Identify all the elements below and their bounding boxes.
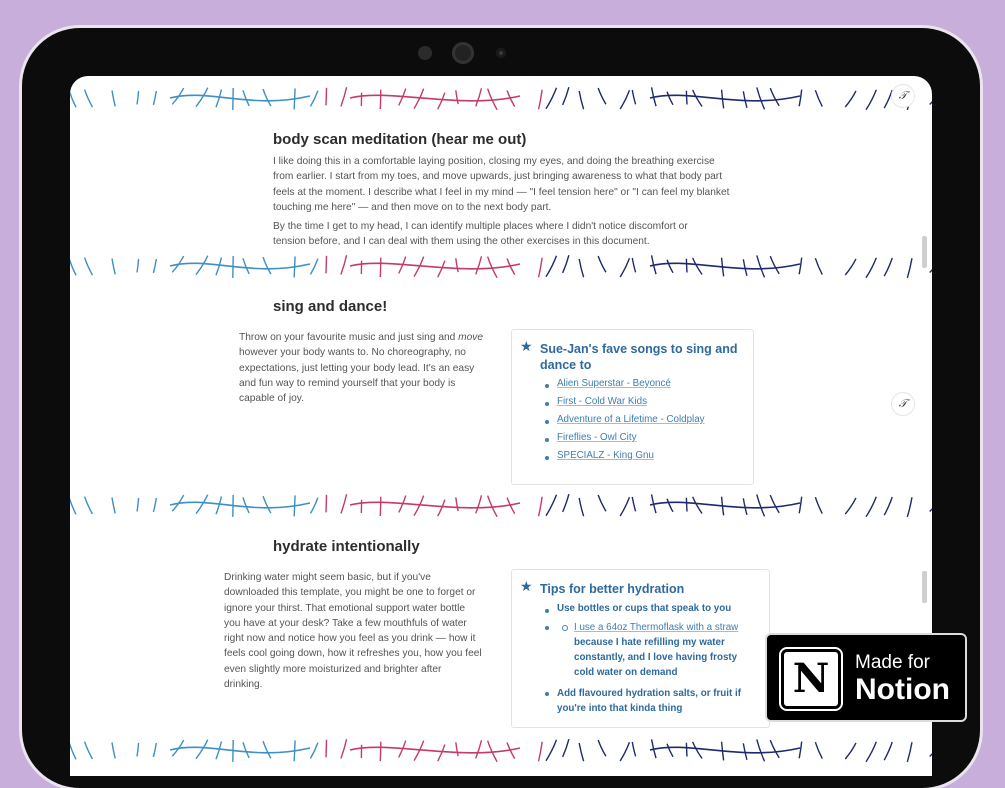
callout-title: Sue-Jan's fave songs to sing and dance to [540, 341, 745, 373]
banner-stroke [310, 91, 317, 107]
banner-stroke [579, 259, 583, 277]
banner-stroke [112, 743, 115, 759]
banner-stroke [438, 500, 445, 517]
banner-art [70, 252, 932, 280]
banner-stroke [620, 258, 629, 277]
banner-stroke [620, 742, 629, 761]
banner-stroke [770, 256, 779, 274]
banner-stroke [799, 742, 801, 759]
banner-stroke [770, 495, 779, 513]
banner-art [70, 736, 932, 764]
banner-stroke [563, 739, 569, 757]
banner-stroke [476, 740, 482, 758]
banner-stroke [815, 90, 822, 106]
banner-stroke [884, 90, 892, 108]
banner-stroke [907, 497, 912, 517]
banner-curve [170, 747, 310, 753]
banner-stroke [667, 260, 673, 273]
paragraph: I like doing this in a comfortable laying position, closing my eyes, and doing the breathing exercise from earlier. I start from my toes, and move upwards, just bringing awareness to what that body part feels at the moment. I describe what I feel in my mind — "I feel tension here" or "I can feel my blanket touching me here" — and then move on to the next body part. [273, 154, 743, 215]
banner-stroke [632, 742, 635, 756]
banner-stroke [799, 497, 801, 514]
list-item[interactable]: SPECIALZ - King Gnu [540, 450, 750, 461]
banner-stroke [85, 497, 93, 514]
banner-stroke [539, 90, 543, 109]
tips-list [540, 603, 765, 716]
scrollbar-thumb[interactable] [922, 236, 927, 268]
banner-stroke [85, 90, 93, 107]
banner-stroke [667, 499, 673, 512]
banner-stroke [693, 90, 702, 107]
banner-curve [650, 502, 800, 508]
banner-stroke [579, 743, 583, 761]
banner-curve [350, 502, 520, 508]
banner-stroke [546, 256, 556, 277]
banner-stroke [770, 88, 779, 106]
section-heading: hydrate intentionally [273, 538, 420, 555]
badge-line2: Notion [855, 673, 950, 707]
banner-stroke [884, 258, 892, 276]
banner-stroke [563, 494, 569, 512]
banner-stroke [216, 258, 221, 276]
banner-stroke [112, 498, 115, 514]
banner-stroke [216, 742, 221, 760]
banner-stroke [196, 740, 208, 759]
banner-stroke [216, 90, 221, 108]
banner-stroke [757, 255, 765, 277]
banner-stroke [815, 258, 822, 274]
banner-stroke [216, 497, 221, 515]
banner-stroke [456, 90, 458, 104]
banner-stroke [845, 91, 856, 107]
banner-stroke [153, 91, 156, 105]
scrollbar-thumb[interactable] [922, 571, 927, 603]
banner-stroke [263, 741, 271, 758]
banner-stroke [907, 258, 912, 278]
banner-stroke [799, 90, 801, 107]
banner-stroke [112, 91, 115, 107]
banner-stroke [563, 87, 569, 105]
banner-stroke [546, 740, 556, 761]
notion-logo-icon: N [781, 649, 841, 709]
banner-stroke [884, 497, 892, 515]
banner-stroke [438, 261, 445, 278]
banner-stroke [539, 497, 543, 516]
comment-icon[interactable]: 𝒯 [892, 393, 914, 415]
banner-stroke [930, 497, 932, 512]
banner-stroke [866, 497, 876, 517]
banner-stroke [263, 257, 271, 274]
banner-stroke [70, 497, 76, 514]
decorative-banner [70, 736, 932, 764]
list-item[interactable]: Fireflies - Owl City [540, 432, 750, 443]
banner-stroke [667, 744, 673, 757]
banner-stroke [310, 743, 317, 759]
banner-stroke [310, 259, 317, 275]
banner-stroke [770, 740, 779, 758]
banner-curve [350, 95, 520, 101]
banner-stroke [930, 258, 932, 273]
callout-block [511, 329, 754, 485]
banner-stroke [243, 742, 249, 758]
banner-stroke [476, 88, 482, 106]
nested-list-item: I use a 64oz Thermoflask with a straw because I hate refilling my water constantly, and I love having frosty cold water on demand [557, 620, 765, 680]
banner-stroke [632, 90, 635, 104]
banner-stroke [757, 87, 765, 109]
banner-curve [170, 263, 310, 269]
banner-stroke [815, 742, 822, 758]
decorative-banner [70, 252, 932, 280]
banner-stroke [620, 90, 629, 109]
banner-stroke [112, 259, 115, 275]
decorative-banner [70, 84, 932, 112]
callout-title: Tips for better hydration [540, 581, 684, 597]
section-heading: sing and dance! [273, 298, 387, 315]
callout-block [511, 569, 770, 728]
banner-stroke [743, 259, 747, 276]
banner-stroke [598, 495, 606, 511]
banner-stroke [579, 498, 583, 516]
thermoflask-link[interactable]: I use a 64oz Thermoflask with a straw [574, 622, 738, 633]
banner-stroke [866, 258, 876, 278]
banner-stroke [137, 91, 139, 105]
banner-stroke [137, 498, 139, 512]
banner-stroke [693, 258, 702, 275]
star-icon: ★ [520, 338, 533, 355]
banner-stroke [598, 256, 606, 272]
banner-curve [170, 502, 310, 508]
banner-stroke [137, 743, 139, 757]
banner-stroke [153, 743, 156, 757]
banner-stroke [196, 495, 208, 514]
banner-stroke [743, 91, 747, 108]
camera-icon [452, 42, 474, 64]
banner-stroke [310, 498, 317, 514]
badge-line1: Made for [855, 652, 930, 674]
banner-stroke [632, 497, 635, 511]
banner-stroke [137, 259, 139, 273]
nested-list [540, 620, 765, 680]
light-sensor-icon [496, 48, 506, 58]
banner-stroke [686, 498, 687, 512]
banner-stroke [476, 256, 482, 274]
banner-stroke [686, 259, 687, 273]
banner-stroke [476, 495, 482, 513]
banner-stroke [243, 497, 249, 513]
banner-stroke [563, 255, 569, 273]
banner-stroke [579, 91, 583, 109]
banner-stroke [598, 88, 606, 104]
banner-stroke [341, 255, 347, 274]
paragraph: Drinking water might seem basic, but if you've downloaded this template, you might be one to forget or ignore your thirst. That emotional support water bottle you have at your desk? Take a few mouthfuls of water right now and notice how you feel as you drink — how it feels cool going down, how it refreshes you, how you feel even slightly more moisturized and brighter after drinking. [224, 570, 489, 692]
banner-stroke [456, 742, 458, 756]
banner-stroke [799, 258, 801, 275]
banner-stroke [743, 498, 747, 515]
banner-stroke [757, 494, 765, 516]
banner-stroke [243, 90, 249, 106]
banner-stroke [815, 497, 822, 513]
banner-stroke [243, 258, 249, 274]
banner-stroke [845, 259, 856, 275]
banner-stroke [438, 93, 445, 110]
banner-curve [650, 747, 800, 753]
banner-stroke [693, 742, 702, 759]
banner-stroke [70, 90, 76, 107]
banner-curve [650, 263, 800, 269]
list-item: Add flavoured hydration salts, or fruit if you're into that kinda thing [540, 686, 765, 716]
banner-stroke [196, 256, 208, 275]
sensor-icon [418, 46, 432, 60]
banner-stroke [845, 498, 856, 514]
banner-stroke [153, 498, 156, 512]
banner-curve [350, 263, 520, 269]
banner-stroke [686, 743, 687, 757]
banner-stroke [456, 258, 458, 272]
banner-stroke [693, 497, 702, 514]
banner-stroke [907, 742, 912, 762]
section-heading: body scan meditation (hear me out) [273, 131, 526, 148]
banner-stroke [930, 742, 932, 757]
banner-stroke [930, 90, 932, 105]
banner-art [70, 491, 932, 519]
banner-stroke [686, 91, 687, 105]
banner-stroke [341, 739, 347, 758]
banner-stroke [539, 258, 543, 277]
banner-stroke [539, 742, 543, 761]
banner-stroke [866, 742, 876, 762]
list-item: Use bottles or cups that speak to you [540, 603, 765, 614]
banner-stroke [866, 90, 876, 110]
banner-stroke [757, 739, 765, 761]
banner-stroke [620, 497, 629, 516]
banner-stroke [884, 742, 892, 760]
made-for-notion-badge [765, 633, 967, 722]
song-list [540, 378, 750, 461]
paragraph: Throw on your favourite music and just sing and move however your body wants to. No choreography, no expectations, just letting your body lead. It's an easy and fun way to remind yourself that your body is capable of joy. [239, 330, 489, 406]
banner-stroke [341, 494, 347, 513]
banner-stroke [456, 497, 458, 511]
banner-stroke [438, 745, 445, 762]
banner-stroke [70, 258, 76, 275]
banner-stroke [70, 742, 76, 759]
star-icon: ★ [520, 578, 533, 595]
list-item[interactable]: First - Cold War Kids [540, 396, 750, 407]
banner-curve [650, 95, 800, 101]
banner-stroke [632, 258, 635, 272]
banner-stroke [546, 495, 556, 516]
paragraph: By the time I get to my head, I can identify multiple places where I didn't notice discomfort or tension before, and I can deal with them using the other exercises in this document. [273, 219, 743, 250]
list-item[interactable]: Adventure of a Lifetime - Coldplay [540, 414, 750, 425]
banner-stroke [263, 89, 271, 106]
banner-stroke [263, 496, 271, 513]
comment-icon[interactable]: 𝒯 [892, 85, 914, 107]
decorative-banner [70, 491, 932, 519]
banner-stroke [153, 259, 156, 273]
list-item[interactable]: Alien Superstar - Beyoncé [540, 378, 750, 389]
banner-stroke [667, 92, 673, 105]
banner-stroke [546, 88, 556, 109]
banner-curve [350, 747, 520, 753]
banner-stroke [341, 87, 347, 106]
banner-stroke [85, 742, 93, 759]
banner-curve [170, 95, 310, 101]
banner-stroke [743, 743, 747, 760]
banner-stroke [845, 743, 856, 759]
banner-stroke [196, 88, 208, 107]
banner-art [70, 84, 932, 112]
banner-stroke [85, 258, 93, 275]
